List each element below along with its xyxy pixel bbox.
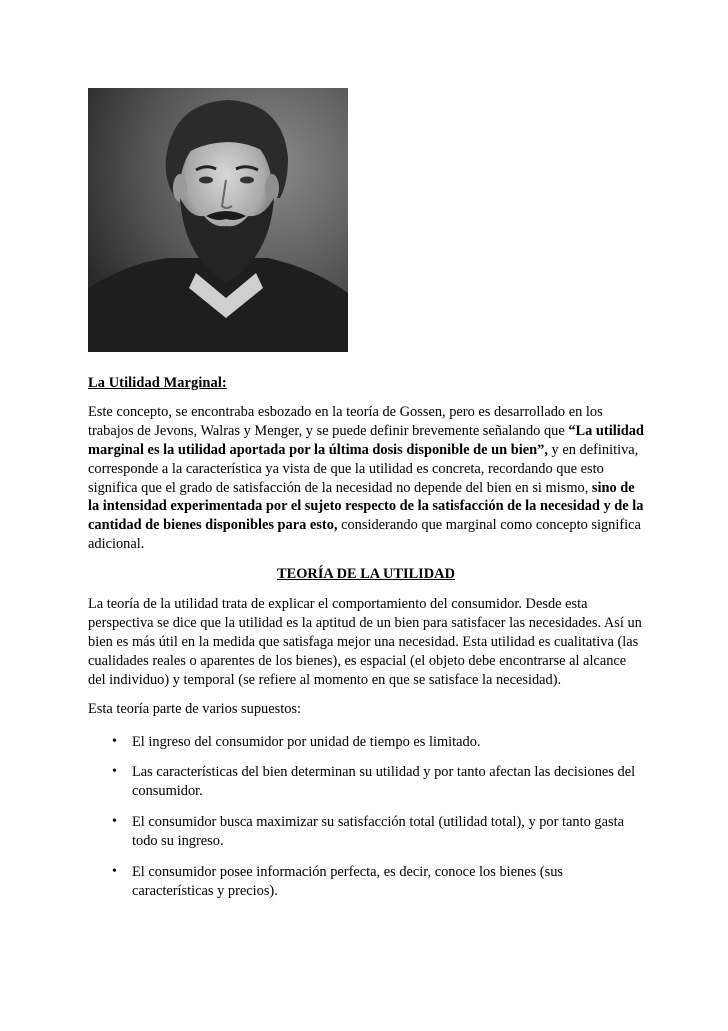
list-item: [88, 863, 644, 901]
assumptions-list: [88, 733, 644, 901]
paragraph-supuestos-intro: Esta teoría parte de varios supuestos:: [88, 700, 301, 717]
paragraph-teoria: La teoría de la utilidad trata de explicar el comportamiento del consumidor. Desde esta perspectiva se dice que la utilidad es la aptitud de un bien para satisfacer las necesidades. Así un bien es más útil en la medida que satisfaga mejor una necesidad. Esta utilidad es cualitativa (las cualidades reales o aparentes de los bienes), es espacial (el objeto debe encontrarse al alcance del individuo) y temporal (se refiere al momento en que se satisface la necesidad).: [88, 596, 642, 688]
bullet-icon: •: [112, 764, 117, 780]
section-title: La Utilidad Marginal:: [88, 375, 227, 391]
bold-text-run: “La utilidad marginal es la utilidad aportada por la última dosis disponible de un bien”,: [88, 422, 644, 458]
bold-text-run: sino de la intensidad experimentada por el sujeto respecto de la satisfacción de la necesidad y de la cantidad de bienes disponibles para esto,: [88, 479, 644, 534]
list-item-text: Las características del bien determinan su utilidad y por tanto afectan las decisiones del consumidor.: [132, 764, 636, 800]
list-item-text: El consumidor posee información perfecta, es decir, conoce los bienes (sus características y precios).: [132, 864, 563, 899]
text-run: Este concepto, se encontraba esbozado en la teoría de Gossen, pero es desarrollado en los trabajos de Jevons, Walras y Menger, y se puede definir brevemente señalando que: [88, 403, 603, 439]
list-item-text: El consumidor busca maximizar su satisfacción total (utilidad total), y por tanto gasta todo su ingreso.: [132, 814, 624, 850]
paragraph-utilidad-marginal: [88, 403, 644, 554]
bullet-icon: •: [112, 814, 117, 830]
list-item: [88, 813, 644, 851]
document-body: [88, 374, 644, 913]
list-item: [88, 763, 644, 801]
list-item: [88, 733, 644, 752]
portrait-image: [88, 88, 348, 352]
text-run: y en definitiva, corresponde a la característica ya vista de que la utilidad es concreta, recordando que esto significa que el grado de satisfacción de la necesidad no depende del bien en si mismo,: [88, 441, 639, 496]
section-heading: TEORÍA DE LA UTILIDAD: [277, 566, 455, 583]
text-run: considerando que marginal como concepto significa adicional.: [88, 517, 641, 553]
bullet-icon: •: [112, 733, 117, 749]
bullet-icon: •: [112, 864, 117, 880]
portrait-photo-icon: [88, 88, 348, 352]
list-item-text: El ingreso del consumidor por unidad de tiempo es limitado.: [132, 733, 481, 750]
